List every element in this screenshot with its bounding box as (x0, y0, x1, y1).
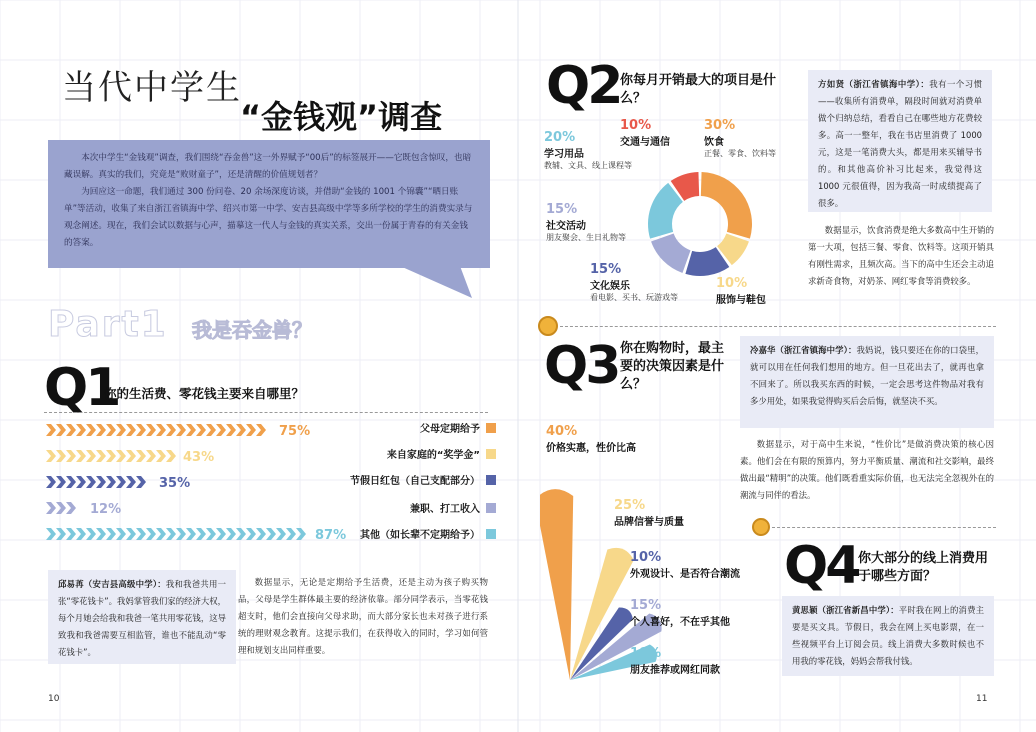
q3-analysis (740, 436, 994, 504)
q2-pct-food: 30% (704, 118, 736, 133)
q2-pct-study: 20% (544, 130, 576, 145)
legend-item-2 (350, 472, 496, 487)
q2-label-food (704, 118, 804, 159)
chevron-mark (56, 450, 66, 462)
coin-icon (752, 518, 770, 536)
bar-value-label: 43% (183, 450, 215, 465)
q3-cat-brand: 品牌信誉与质量 (614, 517, 684, 528)
chevron-mark (176, 424, 186, 436)
chevron-mark (116, 450, 126, 462)
chevron-mark (236, 424, 246, 436)
chevron-mark (76, 476, 86, 488)
chevron-mark (96, 476, 106, 488)
coin-icon (538, 316, 558, 336)
q1-quote-box (48, 570, 236, 664)
chevron-mark (96, 450, 106, 462)
q2-cat-food: 饮食 (704, 137, 724, 148)
chevron-mark (66, 528, 76, 540)
chevron-mark (256, 528, 266, 540)
legend-label-1: 来自家庭的“奖学金” (386, 450, 480, 461)
fan-petal (540, 489, 573, 680)
chevron-mark (136, 424, 146, 436)
chevron-mark (76, 450, 86, 462)
q3-question: 你在购物时，最主要的决策因素是什么？ (620, 341, 725, 392)
chevron-mark (46, 450, 56, 462)
legend-label-3: 兼职、打工收入 (410, 504, 480, 515)
q1-label: Q1 (44, 358, 119, 418)
q2-analysis (808, 222, 994, 290)
legend-label-2: 节假日红包（自己支配部分） (350, 476, 480, 487)
q4-quote-box (782, 596, 994, 676)
chevron-mark (46, 502, 56, 514)
chevron-mark (216, 424, 226, 436)
q2-quote-box (808, 70, 992, 212)
chevron-mark (46, 476, 56, 488)
legend-item-0 (420, 420, 496, 435)
q3-cat-price: 价格实惠，性价比高 (546, 443, 636, 454)
q1-divider (44, 412, 488, 413)
q4-quote-author: 黄思颖（浙江省新昌中学）： (792, 605, 899, 615)
q1-analysis-text: 数据显示，无论是定期给予生活费，还是主动为孩子购买物品，父母是学生群体最主要的经济依靠。部分同学表示，当零花钱超支时，他们会直接向父母求助，而大部分家长也未对孩子进行系统的理财观念教育。这提示我们，在获得收入的同时，学习如何管理和规划支出同样重要。 (238, 577, 488, 655)
bar-value-label: 35% (159, 476, 191, 491)
chevron-mark (246, 424, 256, 436)
q2-q3-divider (560, 326, 996, 327)
q2-quote-author: 方如贤（浙江省镇海中学）： (818, 79, 930, 89)
bar-row-0 (46, 424, 310, 439)
legend-swatch-1 (486, 449, 496, 459)
q3-cat-design: 外观设计、是否符合潮流 (630, 569, 740, 580)
chevron-mark (236, 528, 246, 540)
chevron-mark (166, 450, 176, 462)
q3-pct-price: 40% (546, 424, 578, 439)
q3-quote-text: 我妈说，钱只要还在你的口袋里，就可以用在任何我们想用的地方。但一旦花出去了，就再也拿不回来了。所以我买东西的时候，一定会思考这件物品对我有多少用处，如果我觉得购买后会后悔，就坚决不买。 (750, 345, 985, 406)
q1-question: 你的生活费、零花钱主要来自哪里？ (104, 386, 305, 401)
q2-pct-clothes: 10% (716, 276, 748, 291)
page-title-line1: 当代中学生 (62, 68, 242, 108)
intro-paragraph-2: 为回应这一命题，我们通过 300 份问卷、20 余场深度访谈，并借助“金钱的 1001 个锦囊”“晒日账单”等活动，收集了来自浙江省镇海中学、绍兴市第一中学、安吉县高级中学等多所学校的学生的消费实录与观念阐述。现在，我们会试以数据与心声，描摹这一代人与金钱的真实关系，交出一份属于青春的有关金钱的答案。 (64, 187, 473, 248)
chevron-mark (86, 528, 96, 540)
speech-tail-shape (400, 266, 490, 300)
q2-label-clothes (716, 276, 796, 306)
chevron-mark (46, 528, 56, 540)
part-label: Part1 (48, 304, 168, 345)
chevron-mark (46, 424, 56, 436)
legend-swatch-3 (486, 503, 496, 513)
q2-sub-study: 教辅、文具、线上课程等 (544, 161, 632, 170)
q3-quote-author: 冷嘉华（浙江省镇海中学）： (750, 345, 857, 355)
chevron-mark (66, 424, 76, 436)
chevron-mark (106, 424, 116, 436)
chevron-mark (216, 528, 226, 540)
chevron-mark (116, 528, 126, 540)
legend-swatch-2 (486, 475, 496, 485)
q3-label-preference (630, 598, 760, 628)
bar-row-1 (46, 450, 214, 465)
legend-item-4 (360, 526, 496, 541)
page-number-right: 11 (976, 694, 988, 704)
page-title-line2: “金钱观”调查 (240, 98, 443, 136)
chevron-mark (146, 450, 156, 462)
q3-label-friends (630, 646, 760, 676)
chevron-mark (166, 424, 176, 436)
page-number-left: 10 (48, 694, 60, 704)
q1-quote-author: 邱易苒（安吉县高级中学）： (58, 579, 166, 589)
q2-label: Q2 (546, 56, 621, 116)
chevron-mark (146, 528, 156, 540)
chevron-mark (186, 424, 196, 436)
chevron-mark (126, 528, 136, 540)
q2-sub-social: 朋友聚会、生日礼物等 (546, 233, 626, 242)
chevron-mark (96, 528, 106, 540)
chevron-mark (176, 528, 186, 540)
q3-quote-box (740, 336, 994, 428)
chevron-mark (196, 424, 206, 436)
q1-quote-text: 我和我爸共用一张“零花钱卡”。我妈掌管我们家的经济大权，每个月她会给我和我爸一笔共用零花钱，这导致我和我爸需要互相监管，谁也不能乱动“零花钱卡”。 (58, 579, 226, 657)
bar-value-label: 75% (279, 424, 311, 439)
legend-swatch-0 (486, 423, 496, 433)
q2-cat-culture: 文化娱乐 (590, 281, 630, 292)
chevron-mark (86, 450, 96, 462)
chevron-mark (156, 450, 166, 462)
q2-pct-social: 15% (546, 202, 578, 217)
q4-quote-text: 平时我在网上的消费主要是买文具。节假日，我会在网上买电影票，在一些视频平台上订阅会员。线上消费大多数时候也不用我的零花钱，妈妈会帮我付钱。 (792, 605, 985, 666)
bar-value-label: 12% (90, 502, 122, 517)
q2-label-transport (620, 118, 710, 148)
q2-pct-transport: 10% (620, 118, 652, 133)
q2-sub-food: 正餐、零食、饮料等 (704, 149, 776, 158)
chevron-mark (96, 424, 106, 436)
q2-label-culture (590, 262, 700, 303)
q2-cat-transport: 交通与通信 (620, 137, 670, 148)
chevron-mark (156, 424, 166, 436)
q3-cat-preference: 个人喜好，不在乎其他 (630, 617, 730, 628)
chevron-mark (196, 528, 206, 540)
chevron-mark (156, 528, 166, 540)
intro-paragraph-1: 本次中学生“金钱观”调查，我们围绕“吞金兽”这一外界赋予“00后”的标签展开——它既包含惊叹，也暗藏误解。真实的我们，究竟是“败财童子”，还是清醒的价值规划者？ (64, 153, 472, 180)
q3-label-price (546, 424, 686, 454)
chevron-mark (126, 476, 136, 488)
chevron-mark (186, 528, 196, 540)
chevron-mark (206, 528, 216, 540)
chevron-mark (76, 424, 86, 436)
q3-analysis-text: 数据显示，对于高中生来说，“性价比”是做消费决策的核心因素。他们会在有限的预算内，努力平衡质量、潮流和社交影响，最终做出最“精明”的决策。他们既看重实际价值，也无法完全忽视外在的潮流与同伴的看法。 (740, 439, 994, 500)
bar-row-3 (46, 502, 121, 517)
chevron-mark (76, 528, 86, 540)
bar-row-2 (46, 476, 190, 491)
bar-value-label: 87% (315, 528, 347, 543)
legend-label-4: 其他（如长辈不定期给予） (360, 530, 480, 541)
q1-analysis (238, 574, 488, 659)
legend-label-0: 父母定期给予 (420, 424, 480, 435)
chevron-mark (116, 424, 126, 436)
chevron-mark (66, 450, 76, 462)
q3-label-brand (614, 498, 734, 528)
chevron-mark (56, 424, 66, 436)
chevron-mark (56, 502, 66, 514)
q2-cat-study: 学习用品 (544, 149, 584, 160)
q3-pct-design: 10% (630, 550, 662, 565)
chevron-mark (56, 528, 66, 540)
chevron-mark (266, 528, 276, 540)
chevron-mark (256, 424, 266, 436)
q2-cat-social: 社交活动 (546, 221, 586, 232)
chevron-mark (116, 476, 126, 488)
q3-q4-divider (772, 527, 996, 528)
legend-item-3 (410, 500, 496, 515)
part-title: 我是吞金兽？ (192, 318, 312, 342)
chevron-mark (136, 450, 146, 462)
chevron-mark (136, 528, 146, 540)
chevron-mark (56, 476, 66, 488)
chevron-mark (86, 424, 96, 436)
q2-question: 你每月开销最大的项目是什么？ (620, 73, 777, 106)
chevron-mark (206, 424, 216, 436)
q2-pct-culture: 15% (590, 262, 622, 277)
q2-quote-text: 我有一个习惯——收集所有消费单，隔段时间就对消费单做个归纳总结，看看自己在哪些地方花费较多。高一一整年，我在书店里消费了 1000 元，这是一笔消费大头，都是用来买辅导书的。和其他高价补习比起来，我觉得这 1000 元很值得，因为我高一时成绩提高了很多。 (818, 79, 983, 208)
legend-item-1 (387, 446, 496, 461)
donut-slice (701, 172, 752, 239)
chevron-mark (146, 424, 156, 436)
chevron-mark (126, 450, 136, 462)
chevron-mark (106, 528, 116, 540)
chevron-mark (226, 528, 236, 540)
q2-sub-culture: 看电影、买书、玩游戏等 (590, 293, 678, 302)
chevron-mark (136, 476, 146, 488)
q3-pct-preference: 15% (630, 598, 662, 613)
legend-swatch-4 (486, 529, 496, 539)
intro-box (48, 140, 490, 268)
chevron-mark (226, 424, 236, 436)
chevron-mark (106, 450, 116, 462)
chevron-mark (86, 476, 96, 488)
chevron-mark (166, 528, 176, 540)
chevron-mark (126, 424, 136, 436)
q2-label-social (546, 202, 656, 243)
q3-label: Q3 (544, 336, 619, 396)
chevron-mark (66, 502, 76, 514)
chevron-mark (66, 476, 76, 488)
q1-legend (290, 420, 496, 550)
chevron-mark (246, 528, 256, 540)
q4-question: 你大部分的线上消费用于哪些方面？ (858, 551, 989, 584)
chevron-mark (106, 476, 116, 488)
q4-label: Q4 (784, 536, 859, 596)
q3-cat-friends: 朋友推荐或网红同款 (630, 665, 720, 676)
q3-pct-brand: 25% (614, 498, 646, 513)
q3-pct-friends: 10% (630, 646, 662, 661)
q3-label-design (630, 550, 760, 580)
chevron-mark (276, 528, 286, 540)
q2-cat-clothes: 服饰与鞋包 (716, 295, 766, 306)
q2-analysis-text: 数据显示，饮食消费是绝大多数高中生开销的第一大项，包括三餐、零食、饮料等。这项开销具有刚性需求，且频次高。当下的高中生还会主动追求新奇食物，对奶茶、网红零食等消费较多。 (808, 225, 994, 286)
